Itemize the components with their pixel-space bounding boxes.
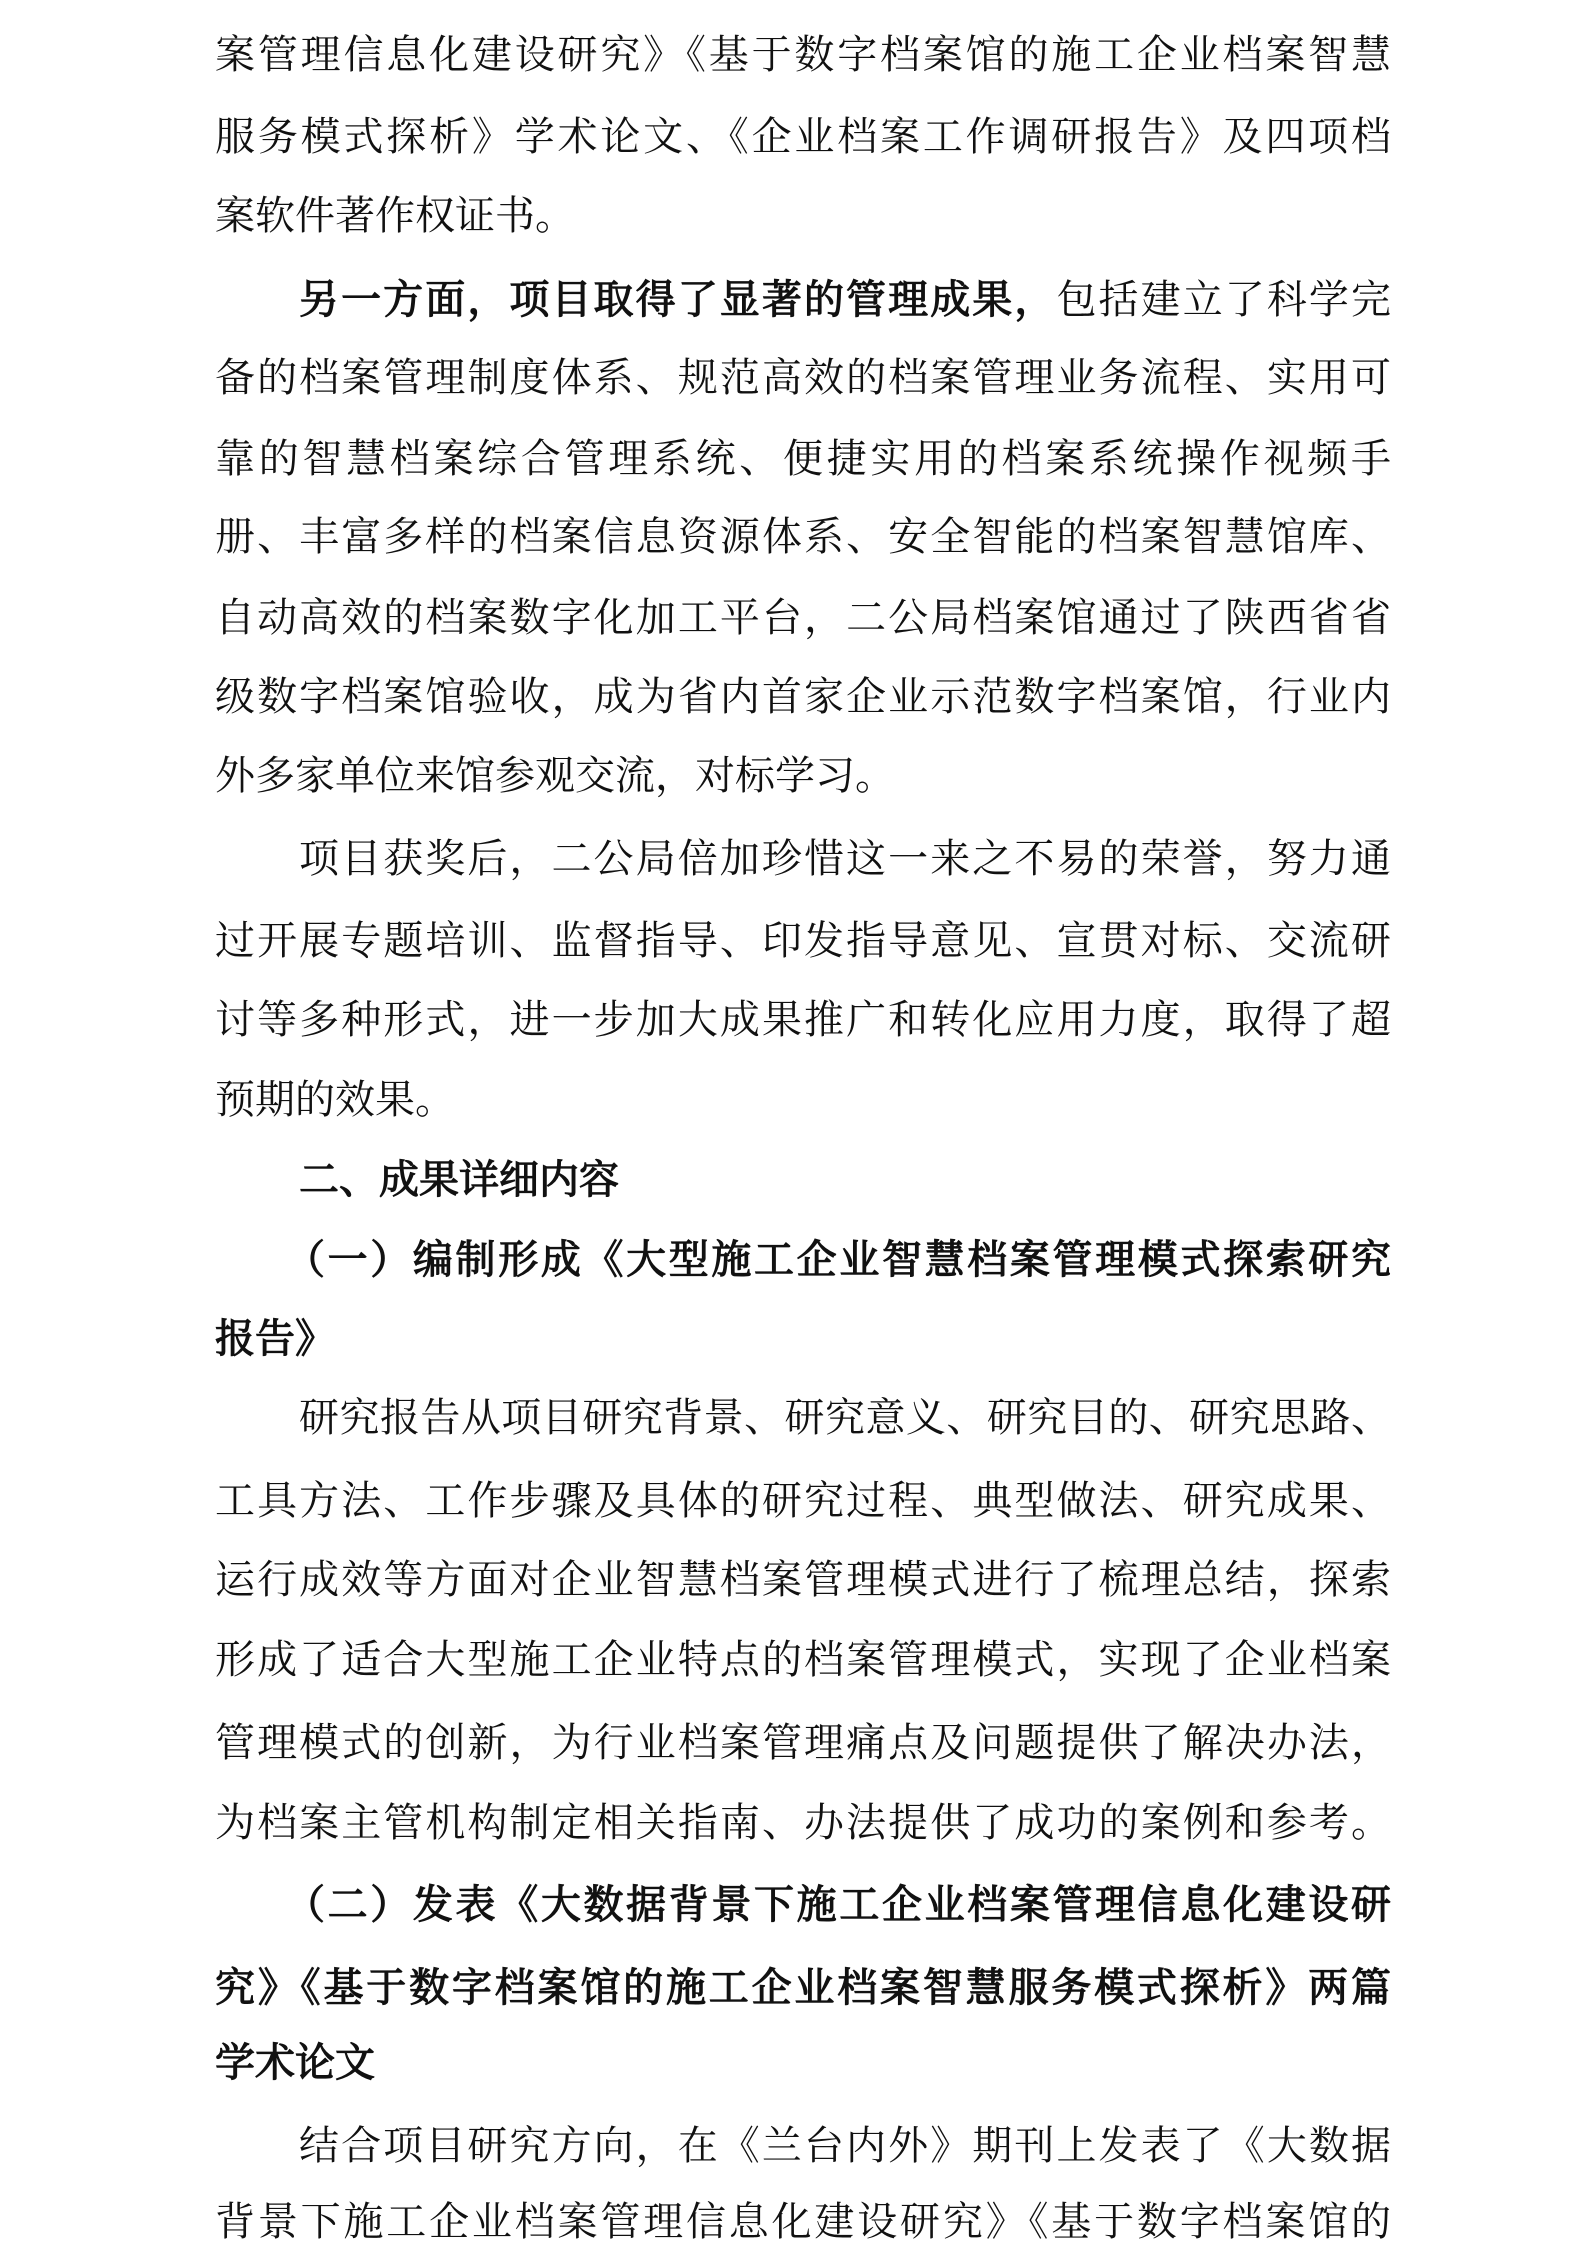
- body-line: 管理模式的创新，为行业档案管理痛点及问题提供了解决办法，: [215, 1720, 1391, 1766]
- body-line: 靠的智慧档案综合管理系统、便捷实用的档案系统操作视频手: [215, 436, 1391, 482]
- body-line: 备的档案管理制度体系、规范高效的档案管理业务流程、实用可: [215, 355, 1391, 401]
- body-line: 案软件著作权证书。: [215, 193, 575, 239]
- subheading: （一）编制形成《大型施工企业智慧档案管理模式探索研究: [285, 1236, 1391, 1283]
- bold-lead-phrase: 另一方面，项目取得了显著的管理成果，: [299, 276, 1057, 323]
- lead-rest: 包括建立了科学完: [1056, 277, 1392, 323]
- body-line: 预期的效果。: [215, 1077, 455, 1123]
- subheading: 学术论文: [215, 2039, 375, 2086]
- subheading: （二）发表《大数据背景下施工企业档案管理信息化建设研: [285, 1881, 1391, 1928]
- body-line: 级数字档案馆验收，成为省内首家企业示范数字档案馆，行业内: [215, 674, 1391, 720]
- body-line-lead: [299, 260, 1391, 340]
- subheading: 报告》: [215, 1315, 335, 1362]
- body-line: 为档案主管机构制定相关指南、办法提供了成功的案例和参考。: [215, 1800, 1391, 1846]
- body-line: 案管理信息化建设研究》《基于数字档案馆的施工企业档案智慧: [215, 32, 1391, 78]
- body-line: 项目获奖后，二公局倍加珍惜这一来之不易的荣誉，努力通: [299, 836, 1391, 882]
- body-line: 外多家单位来馆参观交流，对标学习。: [215, 753, 895, 799]
- body-line: 形成了适合大型施工企业特点的档案管理模式，实现了企业档案: [215, 1637, 1391, 1683]
- body-line: 讨等多种形式，进一步加大成果推广和转化应用力度，取得了超: [215, 997, 1391, 1043]
- body-line: 运行成效等方面对企业智慧档案管理模式进行了梳理总结，探索: [215, 1557, 1391, 1603]
- body-line: 背景下施工企业档案管理信息化建设研究》《基于数字档案馆的: [215, 2199, 1391, 2245]
- body-line: 工具方法、工作步骤及具体的研究过程、典型做法、研究成果、: [215, 1478, 1391, 1524]
- body-line: 过开展专题培训、监督指导、印发指导意见、宣贯对标、交流研: [215, 918, 1391, 964]
- body-line: 自动高效的档案数字化加工平台，二公局档案馆通过了陕西省省: [215, 595, 1391, 641]
- section-heading: 二、成果详细内容: [299, 1157, 619, 1203]
- body-line: 服务模式探析》学术论文、《企业档案工作调研报告》及四项档: [215, 114, 1391, 160]
- body-line: 研究报告从项目研究背景、研究意义、研究目的、研究思路、: [299, 1395, 1391, 1441]
- body-line: 结合项目研究方向，在《兰台内外》期刊上发表了《大数据: [299, 2123, 1391, 2169]
- subheading: 究》《基于数字档案馆的施工企业档案智慧服务模式探析》两篇: [215, 1964, 1391, 2011]
- body-line: 册、丰富多样的档案信息资源体系、安全智能的档案智慧馆库、: [215, 514, 1391, 560]
